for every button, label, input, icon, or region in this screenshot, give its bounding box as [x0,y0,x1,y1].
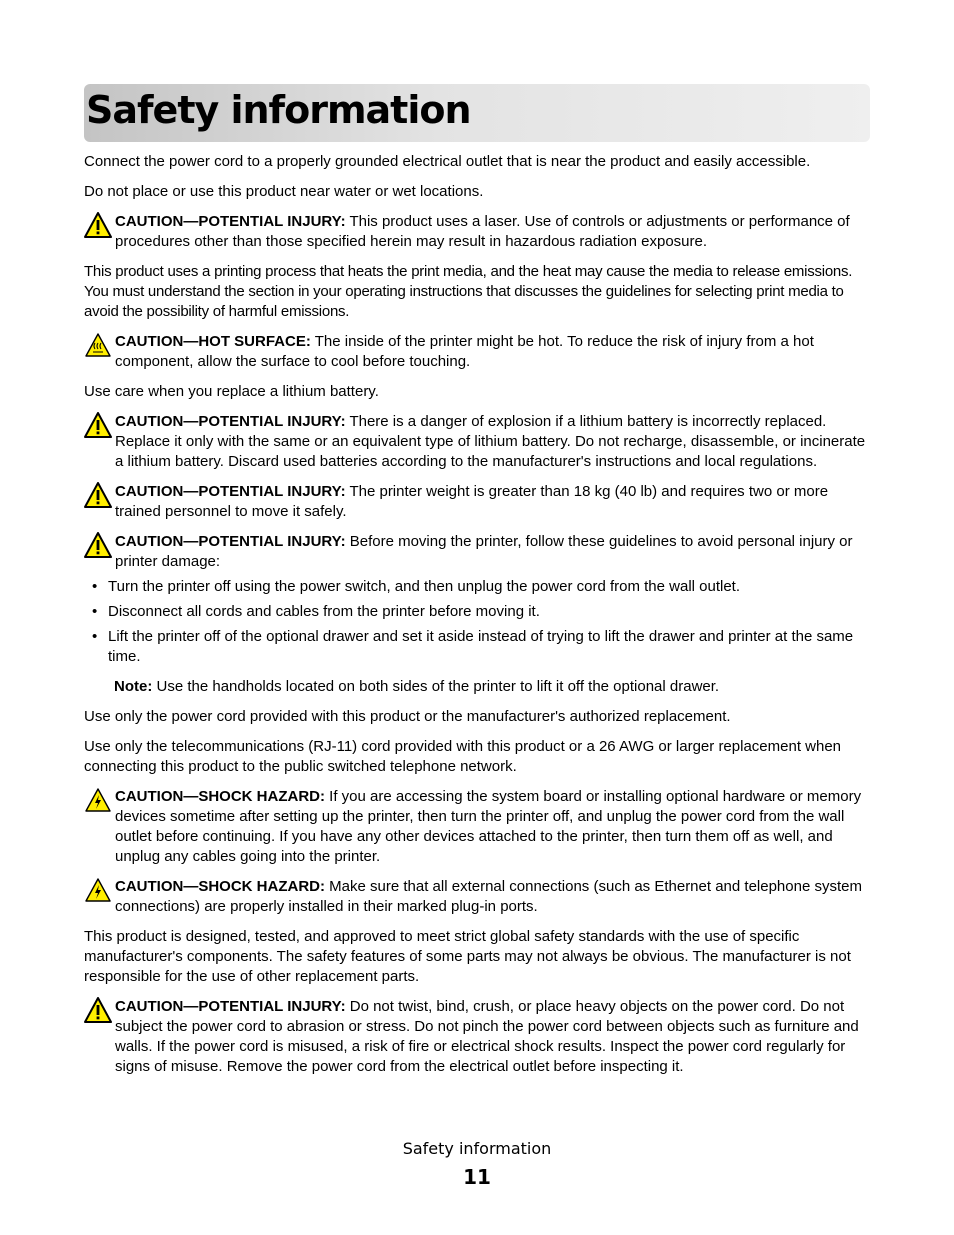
caution-text: The inside of the printer might be hot. To reduce the risk of injury from a hot component, allow the surface to cool before touching. [115,333,814,370]
list-item [84,602,872,622]
bullet-list [84,577,872,667]
caution-block [84,412,872,472]
caution-label: CAUTION—SHOCK HAZARD: [115,878,325,895]
caution-text: There is a danger of explosion if a lithium battery is incorrectly replaced. Replace it only with the same or an equivalent type of lithium battery. Do not recharge, disassemble, or incinerate a lithium battery. Discard used batteries according to the manufacturer's instructions and local regulations. [115,413,866,470]
caution-block [84,212,872,252]
shock-hazard-icon [84,877,112,903]
caution-label: CAUTION—POTENTIAL INJURY: [115,533,346,550]
caution-text: Do not twist, bind, crush, or place heavy objects on the power cord. Do not subject the power cord to abrasion or stress. Do not pinch the power cord between objects such as furniture and walls. If the power cord is misused, a risk of fire or electrical shock results. Inspect the power cord regularly for signs of misuse. Remove the power cord from the electrical outlet before inspecting it. [115,998,859,1075]
paragraph: This product uses a printing process that heats the print media, and the heat may cause the media to release emissions. You must understand the section in your operating instructions that discusses the guidelines for selecting print media to avoid the possibility of harmful emissions. [84,263,853,320]
bullet-icon: • [92,578,98,595]
bullet-icon: • [92,628,98,645]
caution-text: If you are accessing the system board or installing optional hardware or memory devices sometime after setting up the printer, then turn the printer off, and unplug the power cord from the wall outlet before continuing. If you have any other devices attached to the printer, then turn them off as well, and unplug any cables going into the printer. [115,788,862,865]
caution-block [84,532,872,572]
paragraph: Do not place or use this product near water or wet locations. [84,183,484,200]
warning-triangle-icon [84,482,112,508]
page-title: Safety information [86,88,471,132]
caution-text: Before moving the printer, follow these guidelines to avoid personal injury or printer damage: [115,533,853,570]
note-text: Use the handholds located on both sides of the printer to lift it off the optional drawer. [152,678,720,695]
caution-text: This product uses a laser. Use of controls or adjustments or performance of procedures other than those specified herein may result in hazardous radiation exposure. [115,213,850,250]
page-content [84,152,872,1087]
caution-block [84,332,872,372]
note [84,677,872,697]
bullet-icon: • [92,603,98,620]
note-label: Note: [114,678,153,695]
paragraph: This product is designed, tested, and approved to meet strict global safety standards with the use of specific manufacturer's components. The safety features of some parts may not always be obvious. The manufacturer is not responsible for the use of other replacement parts. [84,928,851,985]
caution-block [84,877,872,917]
caution-label: CAUTION—HOT SURFACE: [115,333,311,350]
caution-block [84,482,872,522]
warning-triangle-icon [84,412,112,438]
paragraph: Use only the telecommunications (RJ-11) cord provided with this product or a 26 AWG or larger replacement when connecting this product to the public switched telephone network. [84,738,842,775]
caution-block [84,997,872,1077]
list-item [84,577,872,597]
caution-text: The printer weight is greater than 18 kg (40 lb) and requires two or more trained personnel to move it safely. [115,483,829,520]
caution-label: CAUTION—POTENTIAL INJURY: [115,483,346,500]
footer-section-title: Safety information [402,1139,552,1158]
caution-label: CAUTION—POTENTIAL INJURY: [115,998,346,1015]
paragraph: Use care when you replace a lithium battery. [84,383,379,400]
caution-label: CAUTION—SHOCK HAZARD: [115,788,325,805]
hot-surface-icon [84,332,112,358]
page-number: 11 [463,1165,491,1189]
list-item-text: Turn the printer off using the power switch, and then unplug the power cord from the wall outlet. [108,578,741,595]
list-item [84,627,872,667]
list-item-text: Disconnect all cords and cables from the printer before moving it. [108,603,540,620]
caution-text: Make sure that all external connections (such as Ethernet and telephone system connections) are properly installed in their marked plug-in ports. [115,878,862,915]
warning-triangle-icon [84,997,112,1023]
caution-block [84,787,872,867]
shock-hazard-icon [84,787,112,813]
paragraph: Use only the power cord provided with this product or the manufacturer's authorized replacement. [84,708,731,725]
caution-label: CAUTION—POTENTIAL INJURY: [115,213,346,230]
warning-triangle-icon [84,212,112,238]
warning-triangle-icon [84,532,112,558]
caution-label: CAUTION—POTENTIAL INJURY: [115,413,346,430]
title-bar [84,84,870,142]
list-item-text: Lift the printer off of the optional drawer and set it aside instead of trying to lift the drawer and printer at the same time. [108,628,854,665]
paragraph: Connect the power cord to a properly grounded electrical outlet that is near the product and easily accessible. [84,153,811,170]
